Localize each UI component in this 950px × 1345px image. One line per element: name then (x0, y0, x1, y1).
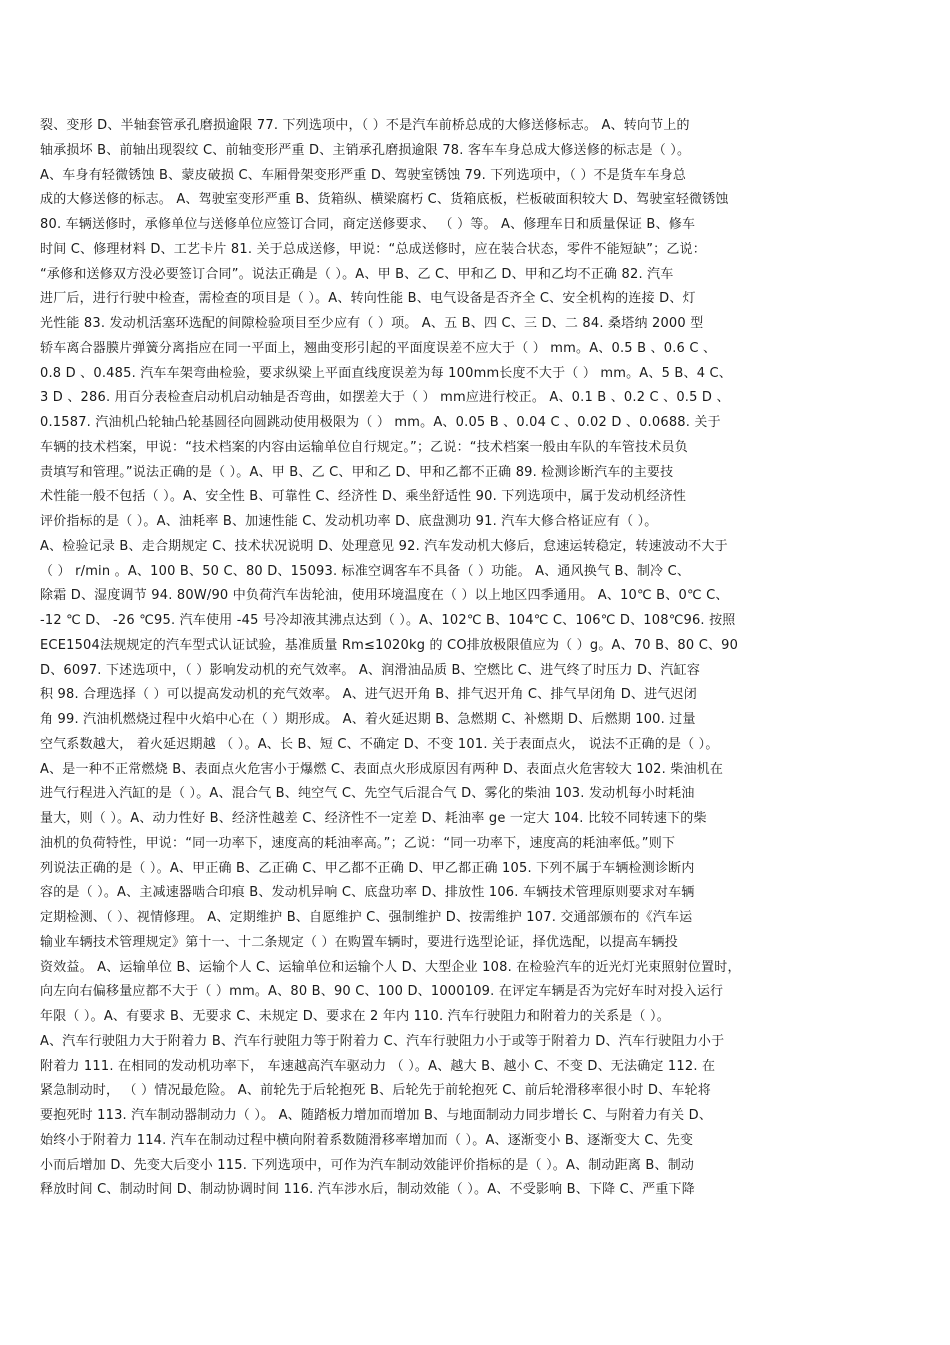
text-line: 责填写和管理。”说法正确的是（ ）。A、甲 B、乙 C、甲和乙 D、甲和乙都不正确 89. 检测诊断汽车的主要技 (40, 464, 674, 480)
text-line: 进气行程进入汽缸的是（ ）。A、混合气 B、纯空气 C、先空气后混合气 D、雾化的柴油 103. 发动机每小时耗油 (40, 786, 695, 802)
text-line: 积 98. 合理选择（ ）可以提高发动机的充气效率。 A、进气迟开角 B、排气迟开角 C、排气早闭角 D、进气迟闭 (40, 687, 697, 703)
text-line: 80. 车辆送修时，承修单位与送修单位应签订合同，商定送修要求、 （ ）等。 A、修理车日和质量保证 B、修车 (40, 217, 696, 232)
text-line: A、车身有轻微锈蚀 B、蒙皮破损 C、车厢骨架变形严重 D、驾驶室锈蚀 79. 下列选项中，（ ）不是货车车身总 (40, 167, 687, 183)
text-line: 列说法正确的是（ ）。A、甲正确 B、乙正确 C、甲乙都不正确 D、甲乙都正确 105. 下列不属于车辆检测诊断内 (40, 860, 695, 876)
text-line: 光性能 83. 发动机活塞环选配的间隙检验项目至少应有（ ）项。 A、五 B、四 C、三 D、二 84. 桑塔纳 2000 型 (40, 316, 704, 331)
text-line: （ ） r/min 。A、100 B、50 C、80 D、15093. 标准空调客车不具备（ ）功能。 A、通风换气 B、制冷 C、 (40, 563, 691, 579)
text-line: 0.1587. 汽油机凸轮轴凸轮基圆径向圆跳动使用极限为（ ） mm。A、0.05 B 、0.04 C 、0.02 D 、0.0688. 关于 (40, 415, 721, 430)
text-line: 资效益。 A、运输单位 B、运输个人 C、运输单位和运输个人 D、大型企业 108. 在检验汽车的近光灯光束照射位置时， (40, 959, 741, 975)
text-line: 车辆的技术档案，甲说：“技术档案的内容由运输单位自行规定。”；乙说：“技术档案一般由车队的车管技术员负 (40, 439, 688, 455)
text-line: 空气系数越大， 着火延迟期越 （ ）。A、长 B、短 C、不确定 D、不变 101. 关于表面点火， 说法不正确的是（ ）。 (40, 736, 719, 752)
text-line: A、检验记录 B、走合期规定 C、技术状况说明 D、处理意见 92. 汽车发动机大修后，怠速运转稳定，转速波动不大于 (40, 538, 728, 554)
text-line: 术性能一般不包括（ ）。A、安全性 B、可靠性 C、经济性 D、乘坐舒适性 90. 下列选项中，属于发动机经济性 (40, 489, 687, 505)
text-line: 定期检测、（ ）、视情修理。 A、定期维护 B、自愿维护 C、强制维护 D、按需维护 107. 交通部颁布的《汽车运 (40, 910, 693, 925)
text-line: 容的是（ ）。A、主减速器啮合印痕 B、发动机异响 C、底盘功率 D、排放性 106. 车辆技术管理原则要求对车辆 (40, 885, 695, 901)
text-line: A、汽车行驶阻力大于附着力 B、汽车行驶阻力等于附着力 C、汽车行驶阻力小于或等于附着力 D、汽车行驶阻力小于 (40, 1033, 725, 1049)
text-line: 时间 C、修理材料 D、工艺卡片 81. 关于总成送修，甲说：“总成送修时，应在装合状态，零件不能短缺”；乙说： (40, 241, 706, 257)
text-line: A、是一种不正常燃烧 B、表面点火危害小于爆燃 C、表面点火形成原因有两种 D、表面点火危害较大 102. 柴油机在 (40, 761, 724, 777)
text-line: 输业车辆技术管理规定》第十一、十二条规定（ ）在购置车辆时，要进行选型论证，择优选配，以提高车辆投 (40, 934, 678, 950)
text-line: ECE1504法规规定的汽车型式认证试验，基准质量 Rm≤1020kg 的 CO排放极限值应为（ ）g。A、70 B、80 C、90 (40, 637, 739, 653)
text-line: 油机的负荷特性，甲说：“同一功率下，速度高的耗油率高。”；乙说：“同一功率下，速度高的耗油率低。”则下 (40, 835, 676, 851)
text-line: 要抱死时 113. 汽车制动器制动力（ ）。 A、随踏板力增加而增加 B、与地面制动力同步增长 C、与附着力有关 D、 (40, 1108, 713, 1123)
text-line: 始终小于附着力 114. 汽车在制动过程中横向附着系数随滑移率增加而（ ）。A、逐渐变小 B、逐渐变大 C、先变 (40, 1132, 694, 1148)
text-line: 评价指标的是（ ）。A、油耗率 B、加速性能 C、发动机功率 D、底盘测功 91. 汽车大修合格证应有（ ）。 (40, 514, 658, 529)
text-line: 0.8 D 、0.485. 汽车车架弯曲检验，要求纵梁上平面直线度误差为每 100mm长度不大于（ ） mm。A、5 B、4 C、 (40, 365, 732, 381)
text-line: 裂、变形 D、半轴套管承孔磨损逾限 77. 下列选项中，（ ）不是汽车前桥总成的大修送修标志。 A、转向节上的 (40, 118, 690, 133)
text-line: 小而后增加 D、先变大后变小 115. 下列选项中，可作为汽车制动效能评价指标的是（ ）。A、制动距离 B、制动 (40, 1157, 695, 1173)
text-line: 除霜 D、湿度调节 94. 80W/90 中负荷汽车齿轮油，使用环境温度在（ ）以上地区四季通用。 A、10℃ B、0℃ C、 (40, 588, 729, 604)
document-body (40, 114, 908, 1203)
text-line: D、6097. 下述选项中，（ ）影响发动机的充气效率。 A、润滑油品质 B、空燃比 C、进气终了时压力 D、汽缸容 (40, 662, 701, 678)
text-line: 向左向右偏移量应都不大于（ ）mm。A、80 B、90 C、100 D、1000109. 在评定车辆是否为完好车时对投入运行 (40, 984, 724, 1000)
text-line: 紧急制动时， （ ）情况最危险。 A、前轮先于后轮抱死 B、后轮先于前轮抱死 C、前后轮滑移率很小时 D、车轮将 (40, 1083, 711, 1099)
text-line: 轴承损坏 B、前轴出现裂纹 C、前轴变形严重 D、主销承孔磨损逾限 78. 客车车身总成大修送修的标志是（ ）。 (40, 142, 691, 158)
text-line: 释放时间 C、制动时间 D、制动协调时间 116. 汽车涉水后，制动效能（ ）。A、不受影响 B、下降 C、严重下降 (40, 1182, 695, 1198)
text-line: 角 99. 汽油机燃烧过程中火焰中心在（ ）期形成。 A、着火延迟期 B、急燃期 C、补燃期 D、后燃期 100. 过量 (40, 712, 696, 727)
text-line: 成的大修送修的标志。 A、驾驶室变形严重 B、货箱纵、横梁腐朽 C、货箱底板，栏板破面积较大 D、驾驶室轻微锈蚀 (40, 192, 729, 208)
text-line: 附着力 111. 在相同的发动机功率下， 车速越高汽车驱动力 （ ）。A、越大 B、越小 C、不变 D、无法确定 112. 在 (40, 1058, 716, 1074)
text-line: 3 D 、286. 用百分表检查启动机启动轴是否弯曲，如摆差大于（ ） mm应进行校正。 A、0.1 B 、0.2 C 、0.5 D 、 (40, 390, 730, 406)
text-line: 轿车离合器膜片弹簧分离指应在同一平面上，翘曲变形引起的平面度误差不应大于（ ） mm。A、0.5 B 、0.6 C 、 (40, 340, 717, 356)
text-line: 量大，则（ ）。A、动力性好 B、经济性越差 C、经济性不一定差 D、耗油率 ge 一定大 104. 比较不同转速下的柴 (40, 811, 707, 826)
text-line: 进厂后，进行行驶中检查，需检查的项目是（ ）。A、转向性能 B、电气设备是否齐全 C、安全机构的连接 D、灯 (40, 291, 696, 307)
text-line: “承修和送修双方没必要签订合同”。说法正确是（ ）。A、甲 B、乙 C、甲和乙 D、甲和乙均不正确 82. 汽车 (40, 266, 674, 282)
text-line: -12 ℃ D、 -26 ℃95. 汽车使用 -45 号冷却液其沸点达到（ ）。A、102℃ B、104℃ C、106℃ D、108℃96. 按照 (40, 613, 736, 628)
text-line: 年限（ ）。A、有要求 B、无要求 C、未规定 D、要求在 2 年内 110. 汽车行驶阻力和附着力的关系是（ ）。 (40, 1009, 670, 1024)
